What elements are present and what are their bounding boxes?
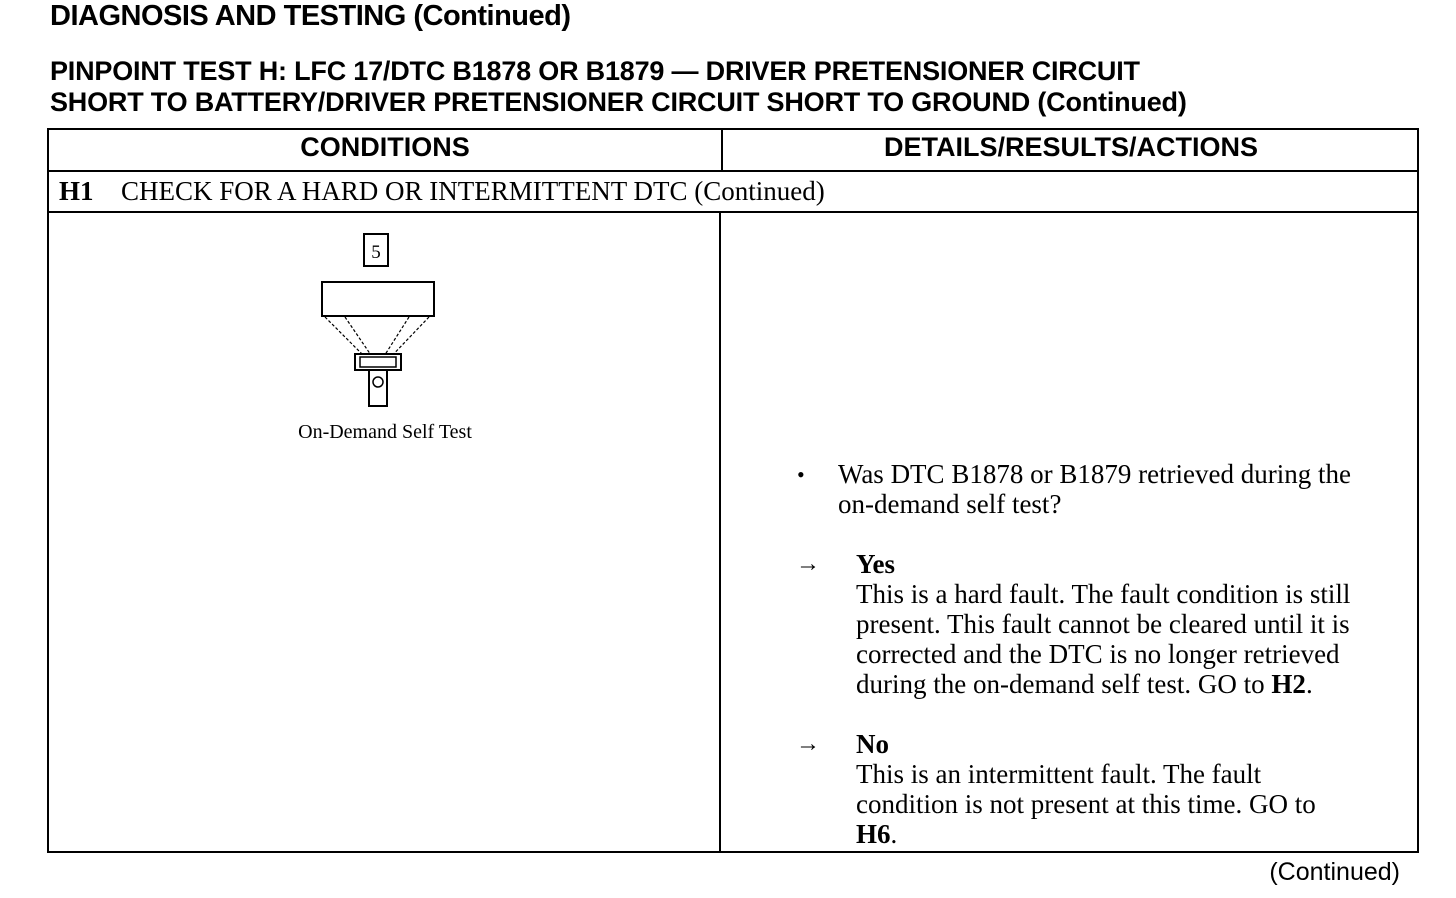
- yes-line-2: present. This fault cannot be cleared until it is: [856, 609, 1350, 639]
- pinpoint-test-table: [47, 128, 1419, 853]
- conditions-column-header: CONDITIONS: [300, 132, 470, 162]
- step-row-divider: [49, 211, 1417, 213]
- no-arrow-icon: →: [796, 731, 820, 757]
- yes-line-4: [856, 669, 1350, 699]
- body-column-divider: [719, 211, 721, 851]
- display-panel: [322, 282, 434, 316]
- number-box-label: 5: [371, 242, 381, 263]
- question-bullet: •: [797, 462, 805, 487]
- no-result: [856, 729, 1316, 849]
- tool-window: [360, 357, 396, 367]
- continued-footer: (Continued): [1269, 858, 1400, 886]
- yes-line-4-end: .: [1305, 669, 1313, 699]
- test-title-line-2: SHORT TO BATTERY/DRIVER PRETENSIONER CIRCUIT SHORT TO GROUND (Continued): [50, 87, 1187, 117]
- no-line-3-end: .: [890, 819, 898, 849]
- header-row-divider: [49, 170, 1417, 172]
- yes-result: [856, 549, 1350, 699]
- no-line-3: [856, 819, 1316, 849]
- no-line-1: This is an intermittent fault. The fault: [856, 759, 1262, 789]
- step-id: H1: [59, 176, 94, 206]
- step-title: CHECK FOR A HARD OR INTERMITTENT DTC (Continued): [121, 176, 825, 206]
- pinpoint-test-title: [50, 56, 1187, 118]
- page-heading: DIAGNOSIS AND TESTING (Continued): [50, 0, 571, 32]
- question-line-2: on-demand self test?: [838, 489, 1062, 519]
- no-goto-ref: H6: [856, 819, 891, 849]
- yes-arrow-icon: →: [796, 551, 820, 577]
- yes-goto-ref: H2: [1271, 669, 1306, 699]
- self-test-illustration: [317, 230, 437, 410]
- illustration-caption: On-Demand Self Test: [298, 421, 472, 443]
- no-line-2: condition is not present at this time. GO to: [856, 789, 1316, 819]
- tool-button: [373, 377, 383, 387]
- question-text: [838, 459, 1351, 519]
- yes-line-1: This is a hard fault. The fault condition is still: [856, 579, 1351, 609]
- yes-line-3: corrected and the DTC is no longer retrieved: [856, 639, 1340, 669]
- no-label: No: [856, 729, 889, 759]
- yes-label: Yes: [856, 549, 895, 579]
- tool-handle: [369, 370, 387, 406]
- details-column-header: DETAILS/RESULTS/ACTIONS: [883, 132, 1258, 162]
- test-title-line-1: PINPOINT TEST H: LFC 17/DTC B1878 OR B1879 — DRIVER PRETENSIONER CIRCUIT: [50, 56, 1140, 86]
- question-line-1: Was DTC B1878 or B1879 retrieved during the: [838, 459, 1351, 489]
- yes-line-4-text: during the on-demand self test. GO to: [856, 669, 1272, 699]
- step-row: [59, 176, 825, 207]
